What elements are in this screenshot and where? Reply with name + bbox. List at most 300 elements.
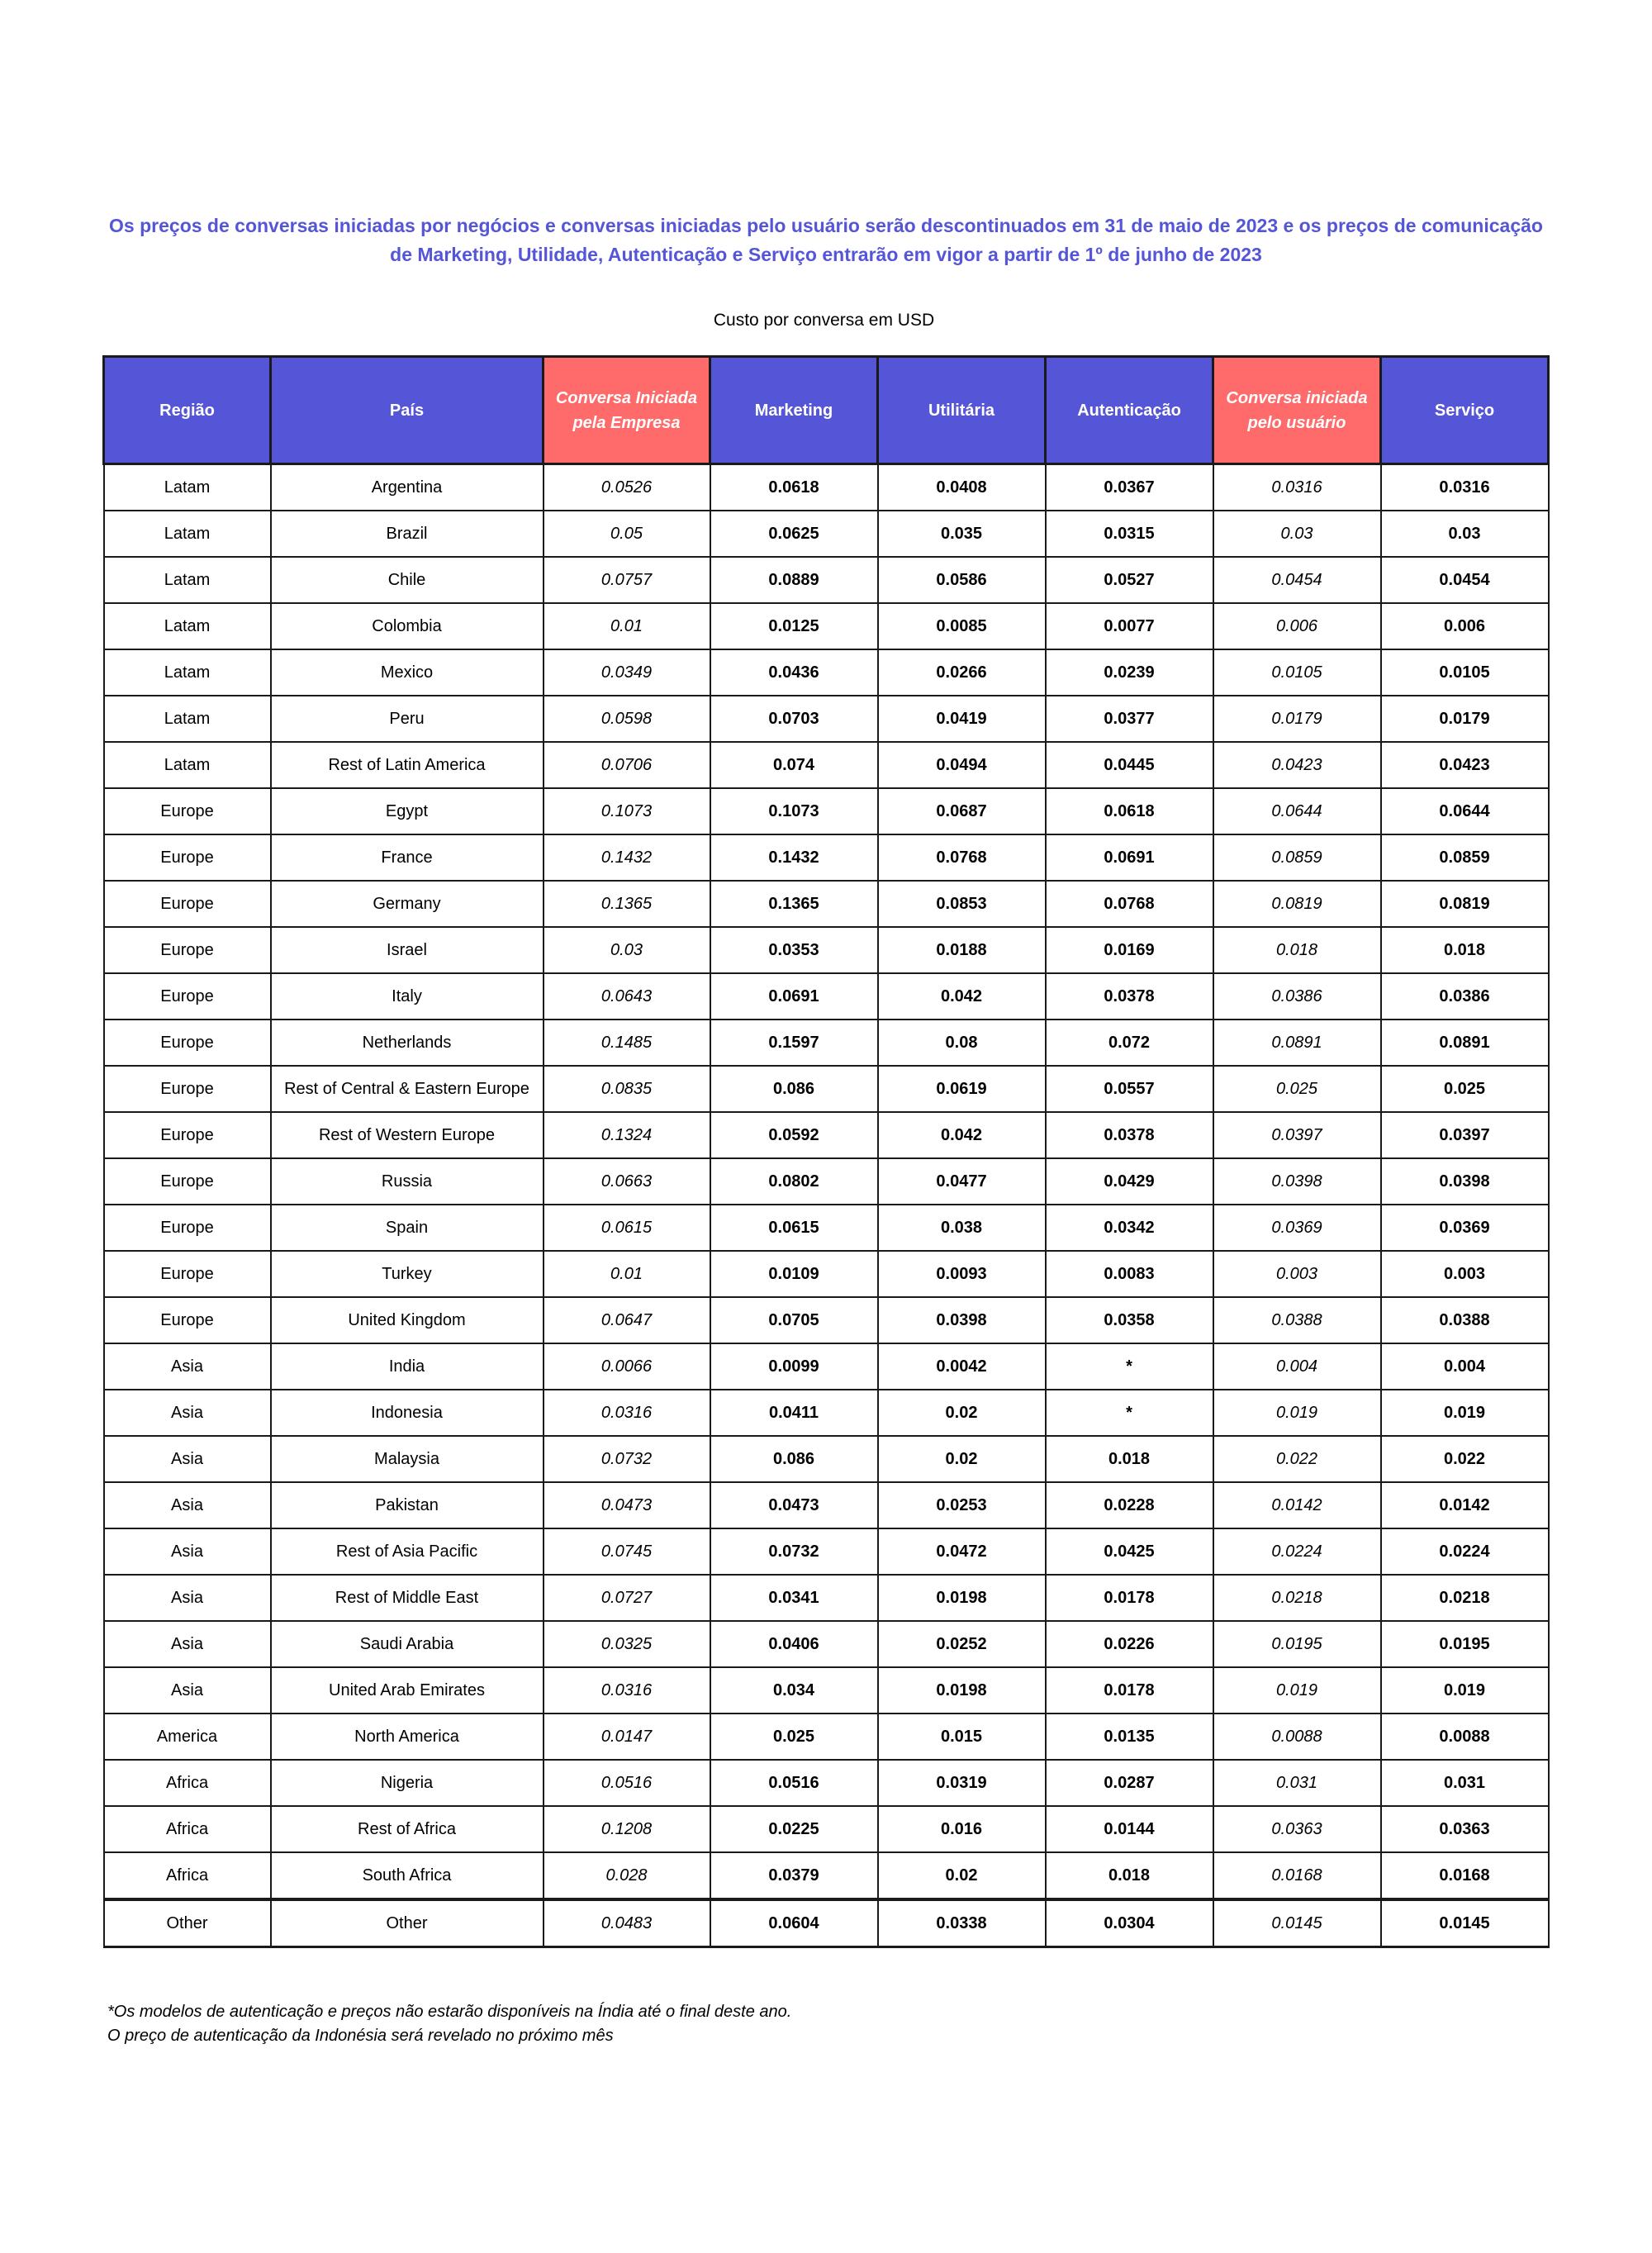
cell-pais: India [271,1343,544,1390]
cell-pais: Rest of Middle East [271,1575,544,1621]
cell-autenticacao: 0.0135 [1046,1714,1213,1760]
cell-conversa-usuario: 0.019 [1213,1390,1381,1436]
cell-servico: 0.0363 [1381,1806,1549,1852]
cell-pais: United Arab Emirates [271,1667,544,1714]
cell-utilitaria: 0.0266 [878,649,1046,696]
cell-autenticacao: 0.0527 [1046,557,1213,603]
table-row [104,1528,1549,1575]
table-row [104,927,1549,973]
table-row [104,1205,1549,1251]
cell-marketing: 0.1365 [710,881,878,927]
cell-conversa-usuario: 0.0142 [1213,1482,1381,1528]
cell-servico: 0.0891 [1381,1020,1549,1066]
cell-autenticacao: 0.0358 [1046,1297,1213,1343]
cell-regiao: Europe [104,1251,271,1297]
table-row [104,834,1549,881]
table-row [104,464,1549,511]
cell-regiao: Latam [104,603,271,649]
cell-marketing: 0.0341 [710,1575,878,1621]
cell-utilitaria: 0.02 [878,1390,1046,1436]
cell-utilitaria: 0.0042 [878,1343,1046,1390]
cell-utilitaria: 0.02 [878,1852,1046,1899]
cell-conversa-usuario: 0.0105 [1213,649,1381,696]
cell-autenticacao: 0.0342 [1046,1205,1213,1251]
header-col-autenticacao: Autenticação [1046,357,1213,464]
cell-autenticacao: 0.0367 [1046,464,1213,511]
cell-conversa-empresa: 0.0615 [544,1205,710,1251]
cell-marketing: 0.0703 [710,696,878,742]
cell-conversa-usuario: 0.0423 [1213,742,1381,788]
cell-conversa-empresa: 0.0349 [544,649,710,696]
cell-regiao: Asia [104,1575,271,1621]
cell-utilitaria: 0.0252 [878,1621,1046,1667]
cell-utilitaria: 0.042 [878,1112,1046,1158]
cell-conversa-empresa: 0.0598 [544,696,710,742]
cell-pais: Nigeria [271,1760,544,1806]
cell-conversa-empresa: 0.0473 [544,1482,710,1528]
cell-servico: 0.0859 [1381,834,1549,881]
header-col-conversa-usuario: Conversa iniciada pelo usuário [1213,357,1381,464]
cell-utilitaria: 0.035 [878,511,1046,557]
cell-utilitaria: 0.016 [878,1806,1046,1852]
cell-conversa-usuario: 0.031 [1213,1760,1381,1806]
header-col-servico: Serviço [1381,357,1549,464]
cell-marketing: 0.0691 [710,973,878,1020]
cell-utilitaria: 0.0338 [878,1899,1046,1947]
cell-conversa-empresa: 0.0483 [544,1899,710,1947]
cell-conversa-usuario: 0.0195 [1213,1621,1381,1667]
cell-pais: Turkey [271,1251,544,1297]
cell-pais: Netherlands [271,1020,544,1066]
cell-pais: Rest of Western Europe [271,1112,544,1158]
cell-conversa-empresa: 0.0835 [544,1066,710,1112]
cell-regiao: Asia [104,1621,271,1667]
cell-conversa-usuario: 0.0224 [1213,1528,1381,1575]
cell-marketing: 0.0615 [710,1205,878,1251]
page-headline: Os preços de conversas iniciadas por negócios e conversas iniciadas pelo usuário serão descontinuados em 31 de maio de 2023 e os preços de comunicação de Marketing, Utilidade, Autenticação e Serviço entrarão em vigor a partir de 1º de junho de 2023 [109,215,1543,265]
cell-regiao: Latam [104,557,271,603]
table-row [104,1575,1549,1621]
cell-conversa-usuario: 0.018 [1213,927,1381,973]
cell-servico: 0.0454 [1381,557,1549,603]
cell-marketing: 0.0436 [710,649,878,696]
cell-conversa-empresa: 0.0745 [544,1528,710,1575]
cell-marketing: 0.0225 [710,1806,878,1852]
header-col-conversa-empresa: Conversa Iniciada pela Empresa [544,357,710,464]
cell-pais: United Kingdom [271,1297,544,1343]
cell-autenticacao: 0.0377 [1046,696,1213,742]
cell-regiao: Latam [104,464,271,511]
cell-conversa-usuario: 0.0316 [1213,464,1381,511]
table-row [104,881,1549,927]
footnotes [107,2000,791,2048]
cell-autenticacao: 0.0425 [1046,1528,1213,1575]
table-row [104,1852,1549,1899]
cell-utilitaria: 0.0619 [878,1066,1046,1112]
cell-marketing: 0.0732 [710,1528,878,1575]
cell-conversa-usuario: 0.006 [1213,603,1381,649]
cell-marketing: 0.0473 [710,1482,878,1528]
cell-regiao: Latam [104,511,271,557]
cell-regiao: Asia [104,1667,271,1714]
cell-conversa-empresa: 0.0757 [544,557,710,603]
cell-regiao: Europe [104,881,271,927]
cell-conversa-usuario: 0.0386 [1213,973,1381,1020]
cell-pais: Germany [271,881,544,927]
cell-utilitaria: 0.0188 [878,927,1046,973]
cell-autenticacao: 0.0226 [1046,1621,1213,1667]
cell-servico: 0.0316 [1381,464,1549,511]
cell-regiao: Europe [104,1112,271,1158]
cell-autenticacao: 0.0429 [1046,1158,1213,1205]
cell-conversa-usuario: 0.0819 [1213,881,1381,927]
cell-conversa-usuario: 0.019 [1213,1667,1381,1714]
cell-marketing: 0.0379 [710,1852,878,1899]
cell-utilitaria: 0.042 [878,973,1046,1020]
cell-marketing: 0.086 [710,1066,878,1112]
cell-servico: 0.0145 [1381,1899,1549,1947]
cell-regiao: Other [104,1899,271,1947]
cell-regiao: Latam [104,649,271,696]
cell-marketing: 0.0604 [710,1899,878,1947]
cell-pais: Rest of Latin America [271,742,544,788]
cell-pais: Chile [271,557,544,603]
cell-conversa-empresa: 0.0325 [544,1621,710,1667]
cell-autenticacao: 0.0144 [1046,1806,1213,1852]
cell-conversa-usuario: 0.0644 [1213,788,1381,834]
cell-utilitaria: 0.08 [878,1020,1046,1066]
cell-conversa-usuario: 0.0363 [1213,1806,1381,1852]
cell-regiao: Latam [104,742,271,788]
cell-conversa-empresa: 0.0732 [544,1436,710,1482]
header-col-regiao: Região [104,357,271,464]
cell-pais: Mexico [271,649,544,696]
cell-autenticacao: 0.072 [1046,1020,1213,1066]
cell-conversa-usuario: 0.0088 [1213,1714,1381,1760]
cell-servico: 0.03 [1381,511,1549,557]
cell-utilitaria: 0.0853 [878,881,1046,927]
cell-autenticacao: * [1046,1390,1213,1436]
cell-conversa-empresa: 0.1432 [544,834,710,881]
cell-pais: Argentina [271,464,544,511]
cell-autenticacao: 0.0768 [1046,881,1213,927]
table-row [104,696,1549,742]
cell-servico: 0.019 [1381,1390,1549,1436]
cell-marketing: 0.0109 [710,1251,878,1297]
cell-conversa-usuario: 0.025 [1213,1066,1381,1112]
table-row [104,1297,1549,1343]
table-row [104,1390,1549,1436]
cell-conversa-usuario: 0.0397 [1213,1112,1381,1158]
cell-autenticacao: 0.0239 [1046,649,1213,696]
cell-autenticacao: 0.0178 [1046,1667,1213,1714]
table-header [104,357,1549,464]
table-subtitle: Custo por conversa em USD [713,311,935,330]
cell-marketing: 0.0618 [710,464,878,511]
footnote-india: *Os modelos de autenticação e preços não estarão disponíveis na Índia até o final deste ano. [107,2003,792,2021]
cell-regiao: Europe [104,834,271,881]
cell-marketing: 0.0705 [710,1297,878,1343]
cell-marketing: 0.025 [710,1714,878,1760]
cell-pais: Italy [271,973,544,1020]
cell-conversa-usuario: 0.0179 [1213,696,1381,742]
cell-servico: 0.0644 [1381,788,1549,834]
cell-utilitaria: 0.0253 [878,1482,1046,1528]
cell-servico: 0.0398 [1381,1158,1549,1205]
cell-servico: 0.018 [1381,927,1549,973]
table-row [104,511,1549,557]
cell-conversa-empresa: 0.0516 [544,1760,710,1806]
cell-utilitaria: 0.0586 [878,557,1046,603]
cell-conversa-empresa: 0.05 [544,511,710,557]
cell-autenticacao: 0.0083 [1046,1251,1213,1297]
cell-utilitaria: 0.0085 [878,603,1046,649]
cell-regiao: Europe [104,1158,271,1205]
table-row [104,1343,1549,1390]
cell-servico: 0.0386 [1381,973,1549,1020]
table-row [104,1436,1549,1482]
cell-servico: 0.0819 [1381,881,1549,927]
cell-autenticacao: 0.0178 [1046,1575,1213,1621]
cell-conversa-empresa: 0.03 [544,927,710,973]
cell-pais: Malaysia [271,1436,544,1482]
cell-conversa-empresa: 0.0643 [544,973,710,1020]
cell-pais: Indonesia [271,1390,544,1436]
cell-utilitaria: 0.0768 [878,834,1046,881]
table-row [104,1621,1549,1667]
cell-marketing: 0.0099 [710,1343,878,1390]
cell-pais: Egypt [271,788,544,834]
cell-regiao: America [104,1714,271,1760]
cell-pais: Other [271,1899,544,1947]
cell-marketing: 0.1597 [710,1020,878,1066]
cell-utilitaria: 0.0494 [878,742,1046,788]
cell-regiao: Europe [104,973,271,1020]
cell-conversa-usuario: 0.03 [1213,511,1381,557]
cell-pais: Colombia [271,603,544,649]
cell-regiao: Europe [104,927,271,973]
cell-regiao: Asia [104,1436,271,1482]
cell-autenticacao: 0.0077 [1046,603,1213,649]
cell-utilitaria: 0.0319 [878,1760,1046,1806]
cell-conversa-usuario: 0.0168 [1213,1852,1381,1899]
cell-conversa-usuario: 0.0454 [1213,557,1381,603]
cell-utilitaria: 0.0198 [878,1575,1046,1621]
cell-conversa-usuario: 0.0891 [1213,1020,1381,1066]
cell-marketing: 0.0411 [710,1390,878,1436]
cell-conversa-usuario: 0.003 [1213,1251,1381,1297]
cell-conversa-empresa: 0.0066 [544,1343,710,1390]
cell-conversa-empresa: 0.1324 [544,1112,710,1158]
cell-pais: North America [271,1714,544,1760]
table-row [104,603,1549,649]
cell-servico: 0.004 [1381,1343,1549,1390]
cell-conversa-usuario: 0.004 [1213,1343,1381,1390]
cell-servico: 0.0224 [1381,1528,1549,1575]
cell-servico: 0.003 [1381,1251,1549,1297]
cell-utilitaria: 0.02 [878,1436,1046,1482]
table-row [104,1020,1549,1066]
cell-autenticacao: 0.0287 [1046,1760,1213,1806]
cell-regiao: Asia [104,1528,271,1575]
cell-conversa-empresa: 0.0526 [544,464,710,511]
cell-conversa-empresa: 0.1485 [544,1020,710,1066]
cell-pais: Pakistan [271,1482,544,1528]
cell-regiao: Latam [104,696,271,742]
pricing-table [102,355,1550,1948]
cell-servico: 0.0397 [1381,1112,1549,1158]
cell-servico: 0.0142 [1381,1482,1549,1528]
cell-servico: 0.0105 [1381,649,1549,696]
cell-servico: 0.0088 [1381,1714,1549,1760]
cell-conversa-usuario: 0.0369 [1213,1205,1381,1251]
cell-conversa-empresa: 0.1365 [544,881,710,927]
cell-pais: Rest of Africa [271,1806,544,1852]
cell-marketing: 0.0625 [710,511,878,557]
table-row [104,1806,1549,1852]
cell-autenticacao: 0.0169 [1046,927,1213,973]
table-row [104,742,1549,788]
cell-pais: Rest of Central & Eastern Europe [271,1066,544,1112]
cell-marketing: 0.0353 [710,927,878,973]
cell-utilitaria: 0.0687 [878,788,1046,834]
cell-conversa-empresa: 0.0706 [544,742,710,788]
cell-marketing: 0.0516 [710,1760,878,1806]
cell-servico: 0.0369 [1381,1205,1549,1251]
cell-pais: Rest of Asia Pacific [271,1528,544,1575]
cell-autenticacao: 0.0228 [1046,1482,1213,1528]
cell-utilitaria: 0.0398 [878,1297,1046,1343]
cell-conversa-usuario: 0.0388 [1213,1297,1381,1343]
cell-regiao: Europe [104,788,271,834]
cell-servico: 0.019 [1381,1667,1549,1714]
table-row [104,1112,1549,1158]
cell-regiao: Asia [104,1343,271,1390]
cell-marketing: 0.074 [710,742,878,788]
cell-autenticacao: * [1046,1343,1213,1390]
cell-utilitaria: 0.038 [878,1205,1046,1251]
cell-servico: 0.025 [1381,1066,1549,1112]
table-row [104,1066,1549,1112]
cell-autenticacao: 0.0691 [1046,834,1213,881]
cell-conversa-usuario: 0.0218 [1213,1575,1381,1621]
cell-autenticacao: 0.018 [1046,1852,1213,1899]
cell-utilitaria: 0.015 [878,1714,1046,1760]
cell-utilitaria: 0.0408 [878,464,1046,511]
cell-conversa-usuario: 0.022 [1213,1436,1381,1482]
cell-conversa-empresa: 0.1208 [544,1806,710,1852]
cell-conversa-empresa: 0.0727 [544,1575,710,1621]
table-body [104,464,1549,1947]
table-row [104,1158,1549,1205]
cell-conversa-empresa: 0.0316 [544,1390,710,1436]
cell-autenticacao: 0.0378 [1046,1112,1213,1158]
cell-pais: Brazil [271,511,544,557]
cell-conversa-empresa: 0.0316 [544,1667,710,1714]
cell-utilitaria: 0.0477 [878,1158,1046,1205]
cell-servico: 0.022 [1381,1436,1549,1482]
cell-autenticacao: 0.0378 [1046,973,1213,1020]
cell-regiao: Africa [104,1852,271,1899]
table-row [104,1760,1549,1806]
cell-utilitaria: 0.0198 [878,1667,1046,1714]
cell-autenticacao: 0.0315 [1046,511,1213,557]
cell-regiao: Asia [104,1390,271,1436]
header-row [104,357,1549,464]
cell-pais: Spain [271,1205,544,1251]
cell-conversa-empresa: 0.028 [544,1852,710,1899]
cell-pais: Peru [271,696,544,742]
cell-regiao: Europe [104,1205,271,1251]
cell-marketing: 0.1073 [710,788,878,834]
table-row [104,1714,1549,1760]
cell-marketing: 0.0889 [710,557,878,603]
cell-regiao: Europe [104,1066,271,1112]
cell-marketing: 0.034 [710,1667,878,1714]
cell-servico: 0.031 [1381,1760,1549,1806]
cell-autenticacao: 0.0304 [1046,1899,1213,1947]
table-row [104,1667,1549,1714]
cell-autenticacao: 0.018 [1046,1436,1213,1482]
cell-servico: 0.0168 [1381,1852,1549,1899]
cell-conversa-usuario: 0.0145 [1213,1899,1381,1947]
cell-conversa-empresa: 0.0647 [544,1297,710,1343]
cell-marketing: 0.0406 [710,1621,878,1667]
cell-conversa-empresa: 0.01 [544,1251,710,1297]
cell-utilitaria: 0.0419 [878,696,1046,742]
cell-pais: France [271,834,544,881]
cell-regiao: Europe [104,1297,271,1343]
cell-pais: Russia [271,1158,544,1205]
cell-pais: South Africa [271,1852,544,1899]
header-col-marketing: Marketing [710,357,878,464]
cell-conversa-usuario: 0.0398 [1213,1158,1381,1205]
cell-utilitaria: 0.0472 [878,1528,1046,1575]
footnote-indonesia: O preço de autenticação da Indonésia será revelado no próximo mês [107,2027,614,2045]
cell-pais: Saudi Arabia [271,1621,544,1667]
cell-marketing: 0.1432 [710,834,878,881]
cell-marketing: 0.0125 [710,603,878,649]
cell-servico: 0.006 [1381,603,1549,649]
cell-servico: 0.0423 [1381,742,1549,788]
cell-regiao: Europe [104,1020,271,1066]
header-col-pais: País [271,357,544,464]
cell-servico: 0.0388 [1381,1297,1549,1343]
cell-autenticacao: 0.0445 [1046,742,1213,788]
table-row [104,1482,1549,1528]
cell-marketing: 0.086 [710,1436,878,1482]
cell-servico: 0.0195 [1381,1621,1549,1667]
cell-conversa-empresa: 0.0147 [544,1714,710,1760]
cell-conversa-empresa: 0.1073 [544,788,710,834]
cell-conversa-empresa: 0.01 [544,603,710,649]
header-col-utilitaria: Utilitária [878,357,1046,464]
table-row [104,649,1549,696]
cell-marketing: 0.0592 [710,1112,878,1158]
cell-servico: 0.0179 [1381,696,1549,742]
table-row [104,973,1549,1020]
cell-autenticacao: 0.0557 [1046,1066,1213,1112]
cell-servico: 0.0218 [1381,1575,1549,1621]
cell-utilitaria: 0.0093 [878,1251,1046,1297]
cell-autenticacao: 0.0618 [1046,788,1213,834]
cell-regiao: Africa [104,1760,271,1806]
table-row [104,1251,1549,1297]
cell-pais: Israel [271,927,544,973]
cell-regiao: Africa [104,1806,271,1852]
cell-conversa-empresa: 0.0663 [544,1158,710,1205]
cell-conversa-usuario: 0.0859 [1213,834,1381,881]
